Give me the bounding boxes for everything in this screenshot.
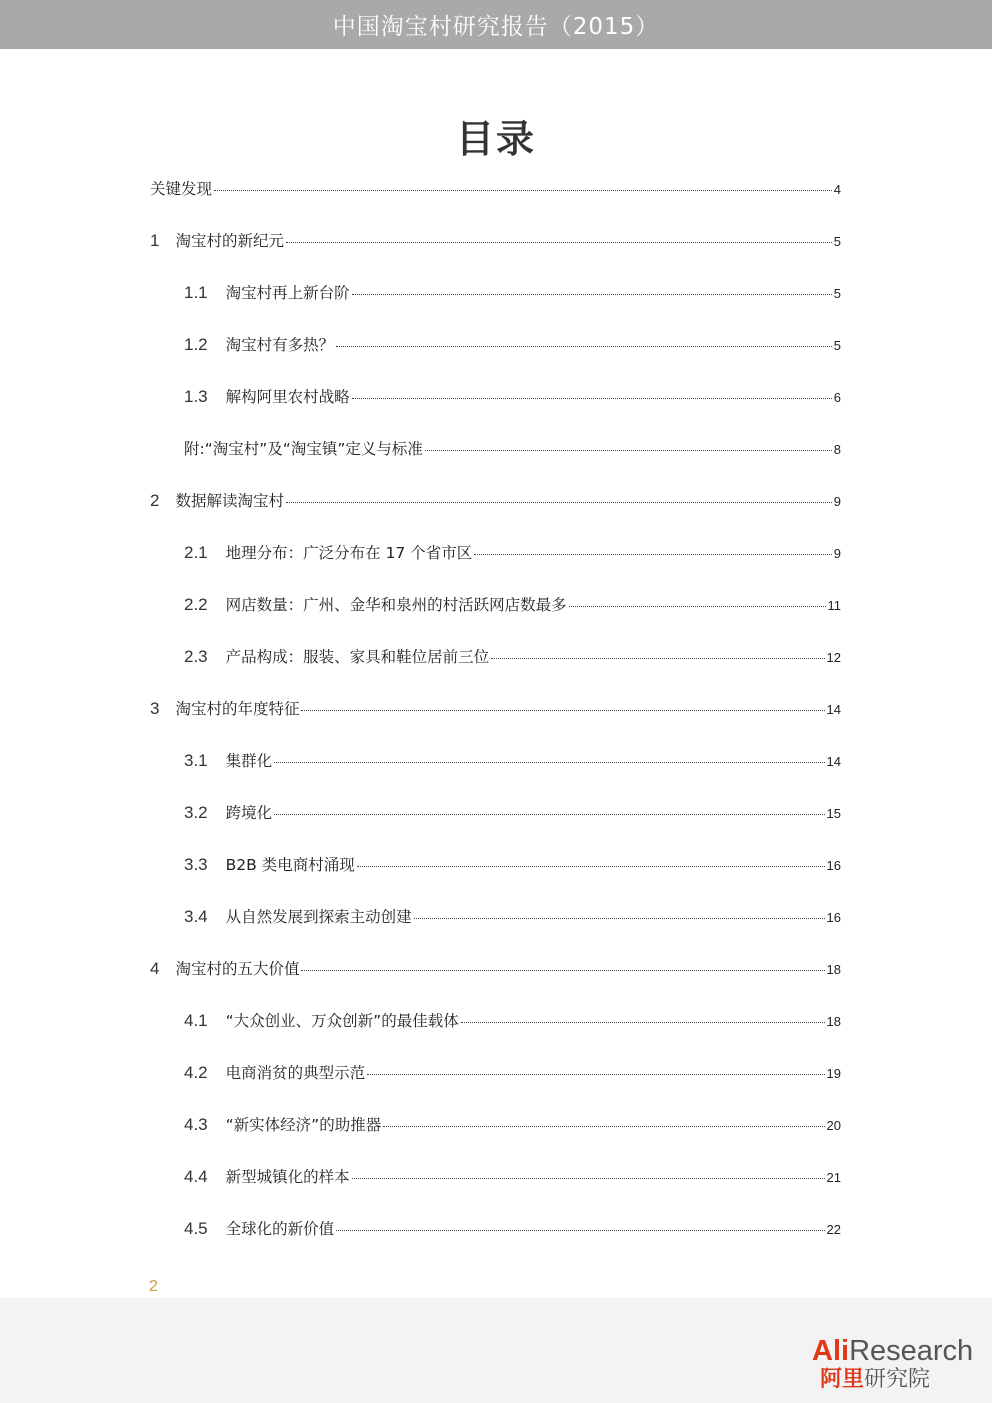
toc-entry-page: 9: [833, 494, 841, 509]
toc-entry-number: 2: [150, 491, 160, 510]
toc-entry-number: 4: [150, 959, 160, 978]
toc-entry-page: 18: [826, 1014, 841, 1029]
toc-entry-number: 1.3: [184, 387, 208, 406]
toc-entry-page: 6: [833, 390, 841, 405]
toc-entry[interactable]: [184, 333, 841, 357]
toc-entry-page: 14: [826, 754, 841, 769]
toc-entry[interactable]: [150, 177, 841, 201]
toc-dot-leader: [367, 1059, 824, 1076]
toc-entry-label: 淘宝村的年度特征: [175, 700, 300, 718]
toc-entry-number: 2.1: [184, 543, 208, 562]
toc-entry-number: 4.2: [184, 1063, 208, 1082]
toc-entry[interactable]: [184, 1009, 841, 1033]
toc-dot-leader: [352, 383, 832, 400]
toc-dot-leader: [352, 1163, 825, 1180]
toc-heading: 目录: [455, 117, 536, 161]
toc-entry-number: 2.3: [184, 647, 208, 666]
toc-entry-number: 3: [150, 699, 160, 718]
toc-entry-label: “大众创业、万众创新”的最佳载体: [225, 1012, 459, 1030]
toc-entry-label: 全球化的新价值: [225, 1220, 335, 1238]
toc-entry-page: 22: [826, 1222, 841, 1237]
toc-entry-page: 5: [833, 338, 841, 353]
toc-dot-leader: [383, 1111, 824, 1128]
toc-entry-page: 19: [826, 1066, 841, 1081]
toc-dot-leader: [461, 1007, 825, 1024]
toc-entry[interactable]: [184, 1113, 841, 1137]
toc-entry-label: 产品构成：服装、家具和鞋位居前三位: [225, 648, 490, 666]
toc-entry-number: 1: [150, 231, 160, 250]
logo-cn-research: 研究院: [864, 1367, 931, 1392]
logo-chinese: [820, 1367, 990, 1393]
toc-entry-number: 4.4: [184, 1167, 208, 1186]
toc-entry-label: 集群化: [225, 752, 273, 770]
toc-entry[interactable]: [184, 801, 841, 825]
toc-entry-page: 15: [826, 806, 841, 821]
toc-dot-leader: [274, 747, 824, 764]
toc-entry-page: 14: [826, 702, 841, 717]
toc-entry-page: 9: [833, 546, 841, 561]
toc-dot-leader: [286, 227, 832, 244]
toc-entry[interactable]: [184, 437, 841, 461]
toc-dot-leader: [301, 695, 824, 712]
toc-entry-number: 3.3: [184, 855, 208, 874]
toc-entry-label: 从自然发展到探索主动创建: [225, 908, 412, 926]
toc-entry-number: 4.5: [184, 1219, 208, 1238]
report-title: 中国淘宝村研究报告（2015）: [332, 14, 660, 40]
toc-entry-page: 16: [826, 858, 841, 873]
toc-entry-number: 1.2: [184, 335, 208, 354]
toc-entry-label: 淘宝村再上新台阶: [225, 284, 350, 302]
toc-dot-leader: [491, 643, 824, 660]
toc-entry-number: 3.2: [184, 803, 208, 822]
toc-entry-label: 地理分布：广泛分布在 17 个省市区: [225, 544, 473, 562]
toc-entry[interactable]: [184, 281, 841, 305]
report-header-bar: [0, 0, 992, 49]
toc-entry[interactable]: [184, 749, 841, 773]
toc-entry-page: 12: [826, 650, 841, 665]
toc-entry[interactable]: [184, 1217, 841, 1241]
toc-entry[interactable]: [150, 229, 841, 253]
toc-entry-number: 3.4: [184, 907, 208, 926]
toc-dot-leader: [474, 539, 832, 556]
toc-dot-leader: [425, 435, 832, 452]
toc-dot-leader: [569, 591, 826, 608]
toc-entry-label: 网店数量：广州、金华和泉州的村活跃网店数最多: [225, 596, 567, 614]
toc-entry-page: 21: [826, 1170, 841, 1185]
toc-entry-label: 附:“淘宝村”及“淘宝镇”定义与标准: [184, 440, 423, 458]
toc-entry-label: “新实体经济”的助推器: [225, 1116, 382, 1134]
toc-entry-label: 淘宝村的新纪元: [175, 232, 284, 250]
toc-entry-number: 3.1: [184, 751, 208, 770]
toc-entry-number: 1.1: [184, 283, 208, 302]
toc-entry-label: 跨境化: [225, 804, 273, 822]
toc-entry[interactable]: [184, 593, 841, 617]
toc-entry-label: B2B 类电商村涌现: [225, 856, 355, 874]
toc-entry[interactable]: [150, 489, 841, 513]
toc-entry-label: 淘宝村的五大价值: [175, 960, 300, 978]
toc-entry-number: 2.2: [184, 595, 208, 614]
toc-entry-label: 淘宝村有多热？: [225, 336, 335, 354]
toc-entry-page: 5: [833, 286, 841, 301]
toc-entry[interactable]: [184, 853, 841, 877]
toc-entry-number: 4.1: [184, 1011, 208, 1030]
toc-entry-page: 8: [833, 442, 841, 457]
toc-entry[interactable]: [184, 1165, 841, 1189]
logo-ali: Ali: [812, 1335, 850, 1367]
toc-entry-page: 4: [833, 182, 841, 197]
toc-entry-label: 数据解读淘宝村: [175, 492, 284, 510]
logo-english: [812, 1335, 990, 1367]
toc-entry-page: 20: [826, 1118, 841, 1133]
toc-dot-leader: [301, 955, 824, 972]
toc-dot-leader: [352, 279, 832, 296]
toc-dot-leader: [274, 799, 824, 816]
toc-dot-leader: [286, 487, 832, 504]
toc-entry-label: 电商消贫的典型示范: [225, 1064, 366, 1082]
toc-dot-leader: [414, 903, 825, 920]
toc-entry-label: 新型城镇化的样本: [225, 1168, 350, 1186]
toc-entry-label: 关键发现: [150, 180, 213, 198]
toc-entry-number: 4.3: [184, 1115, 208, 1134]
aliresearch-logo: [812, 1335, 990, 1395]
logo-research: Research: [849, 1335, 974, 1367]
logo-cn-ali: 阿里: [820, 1367, 865, 1392]
toc-entry[interactable]: [184, 385, 841, 409]
toc-entry[interactable]: [150, 957, 841, 981]
toc-entry[interactable]: [184, 645, 841, 669]
toc-entry[interactable]: [150, 697, 841, 721]
toc-entry-page: 11: [827, 598, 841, 613]
toc-dot-leader: [357, 851, 825, 868]
toc-dot-leader: [214, 175, 832, 192]
toc-entry[interactable]: [184, 541, 841, 565]
toc-entry[interactable]: [184, 905, 841, 929]
toc-dot-leader: [336, 1215, 824, 1232]
toc-dot-leader: [336, 331, 832, 348]
toc-entry-label: 解构阿里农村战略: [225, 388, 350, 406]
toc-entry-page: 18: [826, 962, 841, 977]
toc-entry-page: 16: [826, 910, 841, 925]
toc-entry[interactable]: [184, 1061, 841, 1085]
toc-entry-page: 5: [833, 234, 841, 249]
page-number: 2: [149, 1278, 158, 1295]
